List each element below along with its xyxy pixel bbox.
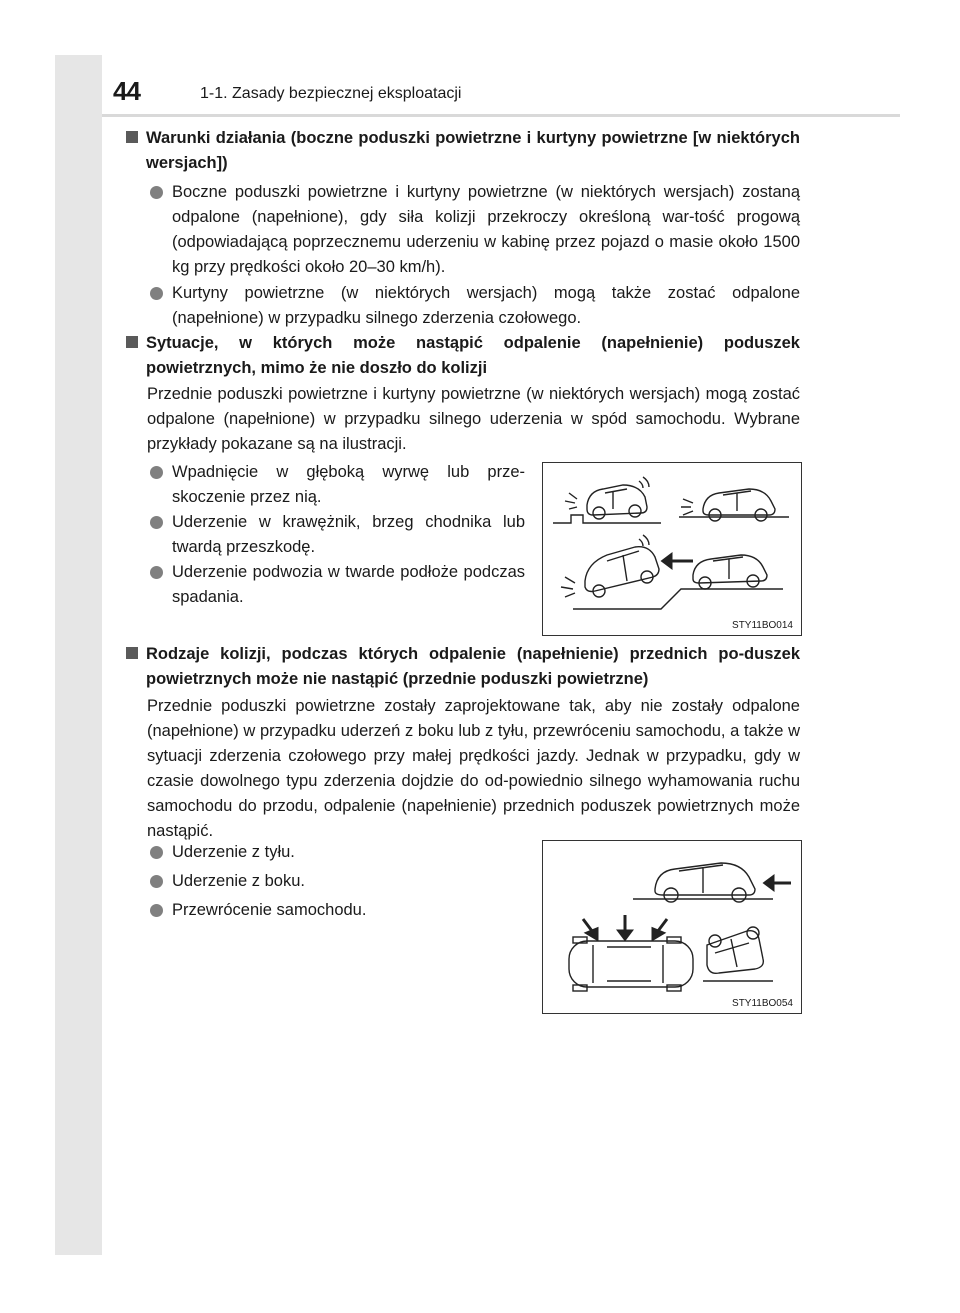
figure-code: STY11BO054 <box>732 998 793 1009</box>
round-bullet-icon <box>150 287 163 300</box>
round-bullet-icon <box>150 846 163 859</box>
list-item: Boczne poduszki powietrzne i kurtyny powietrzne (w niektórych wersjach) zostaną odpalone (napełnione), gdy siła kolizji przekroczy określoną war-tość progową (odpowiadającą poprzecznemu uderzeniu w kabinę przez pojazd o masie około 1500 kg przy prędkości około 20–30 km/h). <box>150 180 800 280</box>
list-item: Kurtyny powietrzne (w niektórych wersjach) mogą także zostać odpalone (napełnione) w przypadku silnego zderzenia czołowego. <box>150 281 800 331</box>
round-bullet-icon <box>150 186 163 199</box>
round-bullet-icon <box>150 566 163 579</box>
square-bullet-icon <box>126 336 138 348</box>
illustration-underbody-impacts <box>542 462 802 636</box>
chapter-title: 1-1. Zasady bezpiecznej eksploatacji <box>200 85 462 102</box>
side-margin-strip <box>55 55 102 1255</box>
list-item: Uderzenie z tyłu. <box>150 840 500 865</box>
round-bullet-icon <box>150 516 163 529</box>
illustration-collision-types <box>542 840 802 1014</box>
list-item: Uderzenie podwozia w twarde podłoże podczas spadania. <box>150 560 525 610</box>
square-bullet-icon <box>126 131 138 143</box>
collision-types-drawing <box>543 841 801 1013</box>
section-heading-operating-conditions: Warunki działania (boczne poduszki powietrzne i kurtyny powietrzne [w niektórych wersjach]) <box>126 126 800 176</box>
list-item: Wpadnięcie w głęboką wyrwę lub prze-skoczenie przez nią. <box>150 460 525 510</box>
section2-intro: Przednie poduszki powietrzne i kurtyny powietrzne (w niektórych wersjach) mogą zostać odpalone (napełnione) w przypadku silnego uderzenia w spód samochodu. Wybrane przykłady pokazane są na ilustracji. <box>147 385 800 453</box>
section-heading-no-deployment-collisions: Rodzaje kolizji, podczas których odpalenie (napełnienie) przednich po-duszek powietrznych może nie nastąpić (przednie poduszki powietrzne) <box>126 642 800 692</box>
round-bullet-icon <box>150 466 163 479</box>
list-item: Uderzenie w krawężnik, brzeg chodnika lub twardą przeszkodę. <box>150 510 525 560</box>
section-heading-deployment-without-collision: Sytuacje, w których może nastąpić odpalenie (napełnienie) poduszek powietrznych, mimo że nie doszło do kolizji <box>126 331 800 381</box>
underbody-impact-drawing <box>543 463 801 635</box>
page-number: 44 <box>113 76 140 106</box>
square-bullet-icon <box>126 647 138 659</box>
header-divider <box>102 114 900 117</box>
round-bullet-icon <box>150 875 163 888</box>
section3-intro: Przednie poduszki powietrzne zostały zaprojektowane tak, aby nie zostały odpalone (napełnione) w przypadku uderzeń z boku lub z tyłu, przewróceniu samochodu, a także w sytuacji zderzenia czołowego przy małej prędkości jazdy. Jednak w przypadku, gdy w czasie dowolnego typu zderzenia dojdzie do od-powiednio silnego wyhamowania ruchu samochodu do przodu, odpalenie (napełnienie) przednich poduszek powietrznych może nastąpić. <box>147 697 800 840</box>
list-item: Przewrócenie samochodu. <box>150 898 500 923</box>
list-item: Uderzenie z boku. <box>150 869 500 894</box>
round-bullet-icon <box>150 904 163 917</box>
figure-code: STY11BO014 <box>732 620 793 631</box>
